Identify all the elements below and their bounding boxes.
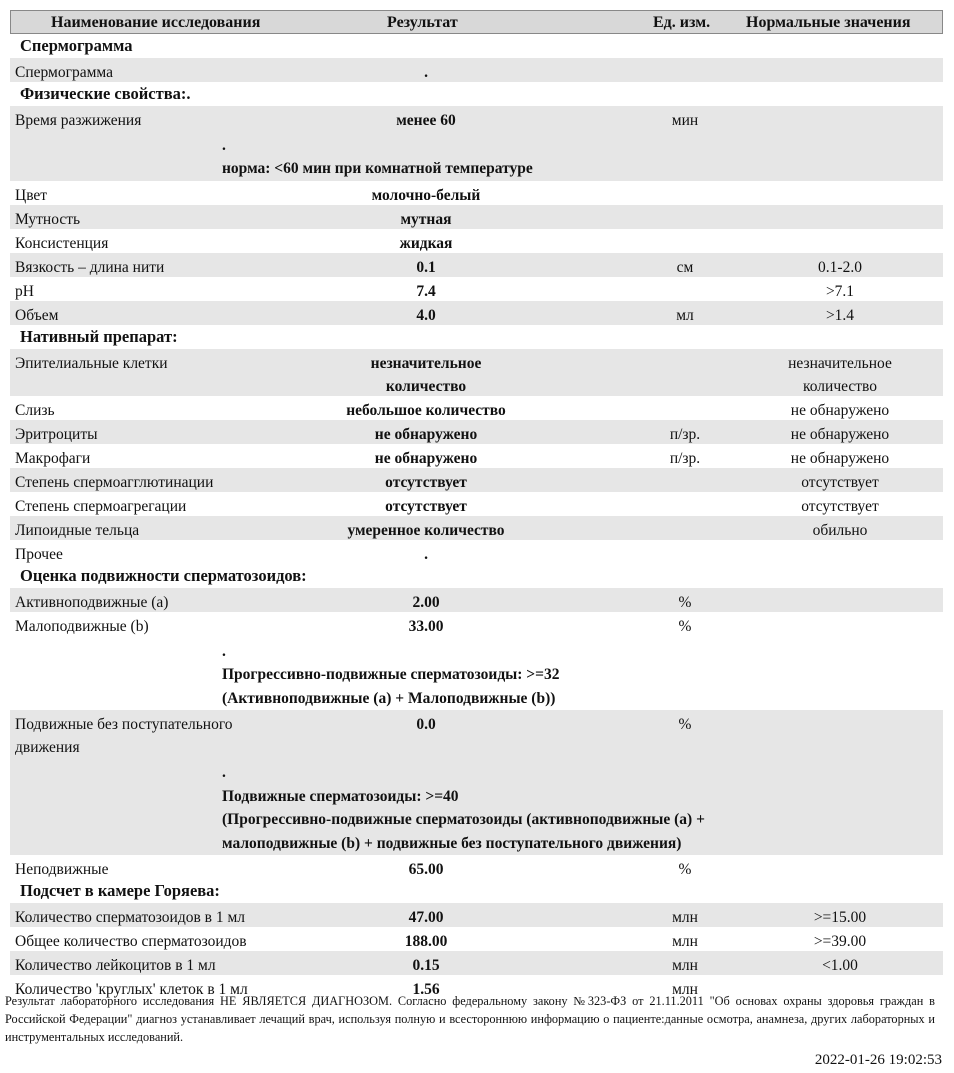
table-row [10, 349, 943, 397]
test-result: умеренное количество [347, 522, 505, 539]
test-unit: % [678, 716, 692, 733]
test-result: 47.00 [408, 909, 444, 926]
test-name: Прочее [15, 546, 63, 563]
table-row [10, 181, 943, 205]
table-header [10, 10, 943, 34]
result-note-line: норма: <60 мин при комнатной температуре [222, 160, 533, 177]
section-title [10, 325, 943, 349]
result-note-line: малоподвижные (b) + подвижные без поступательного движения) [222, 834, 682, 852]
result-note-line: . [222, 764, 226, 781]
test-result: 7.4 [416, 282, 436, 300]
disclaimer: Результат лабораторного исследования НЕ ЯВЛЯЕТСЯ ДИАГНОЗОМ. Согласно федеральному закону №323-ФЗ от 21.11.2011 "Об основах охраны здоровья граждан в Российской Федерации" диагноз устанавливает лечащий врач, используя полную и всестороннюю информацию о пациенте:данные осмотра, анамнеза, других лабораторных и инструментальных исследований. [5, 994, 935, 1044]
table-row [10, 588, 943, 612]
result-note-line: (Активноподвижные (a) + Малоподвижные (b)) [222, 689, 556, 707]
test-name: Макрофаги [15, 450, 91, 467]
test-result: 0.0 [416, 716, 436, 733]
header-name: Наименование исследования [51, 14, 261, 31]
test-result: жидкая [399, 234, 453, 252]
lab-results-table [10, 10, 943, 999]
section-title [10, 564, 943, 588]
test-name: Количество лейкоцитов в 1 мл [15, 957, 216, 974]
test-result: отсутствует [385, 498, 467, 515]
result-note-line: Подвижные сперматозоиды: >=40 [222, 787, 459, 805]
test-unit: млн [672, 981, 698, 998]
test-result: 2.00 [412, 594, 440, 611]
table-row [10, 516, 943, 540]
test-unit: мл [676, 306, 694, 324]
test-name: Количество сперматозоидов в 1 мл [15, 909, 246, 926]
test-name: Степень спермоагглютинации [15, 474, 214, 491]
table-row [10, 492, 943, 516]
result-note-line: Прогрессивно-подвижные сперматозоиды: >=32 [222, 666, 560, 683]
section-title-text: Физические свойства:. [20, 84, 191, 103]
test-unit: % [678, 594, 692, 611]
test-result: 4.0 [416, 306, 436, 324]
test-name: Эритроциты [15, 426, 98, 443]
test-result: 65.00 [408, 861, 444, 878]
section-title [10, 34, 943, 58]
table-row [10, 612, 943, 710]
table-row [10, 927, 943, 951]
test-normal-range: >=15.00 [813, 909, 867, 926]
table-row [10, 277, 943, 301]
test-normal-range: <1.00 [822, 957, 858, 974]
test-name: Липоидные тельца [15, 522, 140, 539]
test-result: . [424, 64, 428, 81]
test-name: Мутность [15, 210, 81, 228]
table-row [10, 468, 943, 492]
test-name: Малоподвижные (b) [15, 618, 149, 635]
test-normal-range: не обнаружено [790, 426, 890, 443]
test-name: Активноподвижные (a) [15, 594, 169, 611]
test-name: Время разжижения [15, 112, 142, 129]
test-name: pH [15, 282, 34, 300]
test-normal-range: 0.1-2.0 [818, 258, 862, 276]
test-unit: п/зр. [669, 450, 701, 467]
table-row [10, 301, 943, 325]
table-row [10, 540, 943, 564]
table-row [10, 253, 943, 277]
table-row [10, 106, 943, 181]
test-normal-range: не обнаружено [790, 450, 890, 467]
test-unit: % [678, 618, 692, 635]
test-result: молочно-белый [371, 186, 481, 204]
test-normal-range: >7.1 [825, 282, 855, 300]
test-result: мутная [400, 210, 452, 228]
header-unit: Ед. изм. [653, 14, 711, 31]
test-unit: п/зр. [669, 426, 701, 443]
test-name: Общее количество сперматозоидов [15, 933, 247, 950]
test-name: Консистенция [15, 234, 109, 252]
section-title [10, 82, 943, 106]
test-name: Вязкость – длина нити [15, 258, 165, 276]
test-normal-range: не обнаружено [790, 402, 890, 419]
table-row [10, 444, 943, 468]
section-title-text: Спермограмма [20, 36, 133, 55]
section-title-text: Подсчет в камере Горяева: [20, 881, 220, 900]
test-result: небольшое количество [346, 402, 506, 419]
report-timestamp: 2022-01-26 19:02:53 [814, 1052, 942, 1068]
result-note-line: . [222, 642, 226, 660]
result-note-line: (Прогрессивно-подвижные сперматозоиды (активноподвижные (a) + [222, 811, 705, 828]
test-name: Подвижные без поступательного движения [15, 716, 233, 756]
test-unit: мин [671, 112, 699, 129]
test-result: отсутствует [385, 474, 467, 491]
test-name: Неподвижные [15, 861, 109, 878]
test-normal-range: >1.4 [825, 306, 855, 324]
table-row [10, 205, 943, 229]
table-row [10, 951, 943, 975]
test-result: 1.56 [412, 981, 440, 998]
test-result: незначительное количество [370, 354, 482, 395]
table-row [10, 420, 943, 444]
test-normal-range: незначительное количество [788, 354, 892, 395]
test-normal-range: обильно [812, 522, 868, 539]
test-unit: млн [672, 909, 698, 926]
test-result: 33.00 [408, 618, 444, 635]
test-name: Спермограмма [15, 64, 113, 81]
section-title-text: Оценка подвижности сперматозоидов: [20, 566, 307, 585]
test-result: 188.00 [404, 933, 448, 950]
test-result: 0.15 [412, 957, 440, 974]
test-name: Эпителиальные клетки [15, 354, 168, 372]
table-row [10, 58, 943, 82]
test-unit: см [676, 258, 694, 276]
header-normal: Нормальные значения [746, 14, 911, 31]
test-unit: % [678, 861, 692, 878]
test-name: Цвет [15, 186, 48, 204]
test-normal-range: отсутствует [801, 474, 879, 491]
table-row [10, 229, 943, 253]
section-title [10, 879, 943, 903]
test-name: Количество 'круглых' клеток в 1 мл [15, 981, 248, 998]
result-note-line: . [222, 136, 226, 154]
header-result: Результат [387, 14, 458, 31]
test-unit: млн [672, 933, 698, 950]
test-normal-range: >=39.00 [813, 933, 867, 950]
test-result: не обнаружено [374, 426, 478, 443]
table-row [10, 710, 943, 855]
section-title-text: Нативный препарат: [20, 326, 178, 346]
test-result: 0.1 [416, 258, 436, 276]
test-name: Объем [15, 306, 59, 324]
test-unit: млн [672, 957, 698, 974]
test-normal-range: отсутствует [801, 498, 879, 515]
test-name: Степень спермоагрегации [15, 498, 187, 515]
test-result: менее 60 [396, 112, 456, 129]
table-row [10, 903, 943, 927]
test-result: . [424, 546, 428, 563]
test-name: Слизь [15, 402, 55, 419]
table-body [10, 34, 943, 999]
table-row [10, 396, 943, 420]
table-row [10, 855, 943, 879]
test-result: не обнаружено [374, 450, 478, 467]
